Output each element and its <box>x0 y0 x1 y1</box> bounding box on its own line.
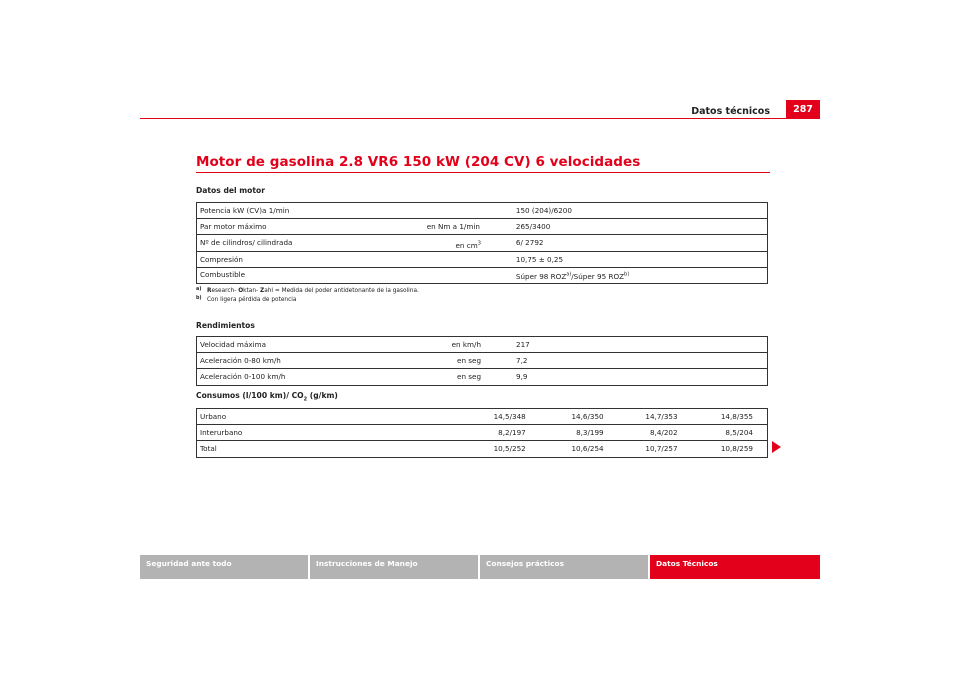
row-label: Aceleración 0-80 km/h <box>200 356 281 366</box>
row-label: Potencia kW (CV) <box>200 206 263 216</box>
cell-value: 8,5/204 <box>692 425 768 441</box>
footer-tab-consejos[interactable]: Consejos prácticos <box>480 555 648 579</box>
engine-heading: Datos del motor <box>196 186 265 195</box>
cell-value: 14,5/348 <box>468 409 540 425</box>
continue-arrow-icon <box>772 441 781 453</box>
table-row <box>197 425 768 441</box>
footnote-a <box>196 288 419 294</box>
cell-label <box>197 203 484 219</box>
row-label: Par motor máximo <box>200 222 267 232</box>
table-row <box>197 441 768 457</box>
page-title: Motor de gasolina 2.8 VR6 150 kW (204 CV) 6 velocidades <box>196 154 641 170</box>
page-number: 287 <box>786 100 820 119</box>
cell-value: 265/3400 <box>484 219 680 235</box>
cell-label: Total <box>197 441 468 457</box>
fn-text: ahl = Medida del poder antidetonante de la gasolina. <box>264 288 419 294</box>
footer-tab-datos-tecnicos[interactable]: Datos Técnicos <box>650 555 820 579</box>
cell-empty <box>680 219 768 235</box>
cell-value: 14,6/350 <box>540 409 618 425</box>
cell-label <box>197 353 485 369</box>
row-label: Aceleración 0-100 km/h <box>200 372 286 382</box>
cell-label <box>197 251 484 267</box>
cell-value: 6/ 2792 <box>484 235 680 251</box>
cell-label <box>197 235 484 251</box>
table-row <box>197 267 768 283</box>
heading-subscript: 2 <box>303 396 308 403</box>
title-rule <box>196 172 770 173</box>
cell-label <box>197 267 484 283</box>
footnote-mark: a) <box>196 287 202 292</box>
footer-tab-instrucciones[interactable]: Instrucciones de Manejo <box>310 555 478 579</box>
cell-value: 8,3/199 <box>540 425 618 441</box>
row-unit: en Nm a 1/min <box>426 222 480 232</box>
row-unit: en km/h <box>451 340 482 350</box>
table-row <box>197 235 768 251</box>
table-row <box>197 251 768 267</box>
engine-table <box>196 202 768 284</box>
fn-text: Con ligera pérdida de potencia <box>207 297 297 303</box>
cell-value: 10,75 ± 0,25 <box>484 251 680 267</box>
cell-value <box>484 267 680 283</box>
fn-letter: R <box>207 288 212 294</box>
footnote-b <box>196 297 296 303</box>
header-section-title: Datos técnicos <box>691 106 770 117</box>
cell-value: 7,2 <box>484 353 680 369</box>
performance-table <box>196 336 768 386</box>
footnote-ref-b: b) <box>624 271 630 278</box>
cell-empty <box>680 251 768 267</box>
cell-value: 10,6/254 <box>540 441 618 457</box>
cell-empty <box>680 337 768 353</box>
cell-label: Interurbano <box>197 425 468 441</box>
table-row <box>197 369 768 385</box>
fn-text: ktan- <box>243 288 260 294</box>
consumption-table <box>196 408 768 458</box>
cell-label <box>197 219 484 235</box>
fn-text: esearch- <box>211 288 239 294</box>
cell-empty <box>680 353 768 369</box>
cell-value: 10,5/252 <box>468 441 540 457</box>
fuel-95: /Súper 95 ROZ <box>571 271 625 281</box>
heading-text: Consumos (l/100 km)/ CO <box>196 391 304 400</box>
cell-empty <box>680 369 768 385</box>
cell-label <box>197 369 485 385</box>
cell-value: 217 <box>484 337 680 353</box>
row-unit: en seg <box>457 356 482 366</box>
cell-value: 10,8/259 <box>692 441 768 457</box>
cell-value: 150 (204)/6200 <box>484 203 680 219</box>
unit-text: en cm <box>455 241 478 251</box>
cell-label: Urbano <box>197 409 468 425</box>
table-row <box>197 219 768 235</box>
table-row <box>197 353 768 369</box>
cell-value: 9,9 <box>484 369 680 385</box>
footnote-ref-a: a) <box>566 271 572 278</box>
row-label: Compresión <box>200 254 243 264</box>
performance-heading: Rendimientos <box>196 321 255 330</box>
cell-label <box>197 337 485 353</box>
cell-empty <box>680 235 768 251</box>
row-label: Nº de cilindros/ cilindrada <box>200 238 293 248</box>
heading-text: (g/km) <box>307 391 338 400</box>
cell-value: 8,2/197 <box>468 425 540 441</box>
table-row <box>197 203 768 219</box>
row-unit: a 1/min <box>262 206 290 216</box>
fuel-98: Súper 98 ROZ <box>515 271 567 281</box>
unit-superscript: 3 <box>477 241 481 248</box>
header-rule <box>140 118 820 119</box>
cell-value: 14,7/353 <box>618 409 692 425</box>
table-row <box>197 409 768 425</box>
footer-tab-seguridad[interactable]: Seguridad ante todo <box>140 555 308 579</box>
cell-value: 14,8/355 <box>692 409 768 425</box>
row-unit <box>455 241 480 250</box>
fn-letter: O <box>238 288 244 294</box>
row-label: Velocidad máxima <box>200 340 266 350</box>
table-row <box>197 337 768 353</box>
footnote-mark: b) <box>196 296 202 301</box>
cell-empty <box>680 203 768 219</box>
cell-value: 10,7/257 <box>618 441 692 457</box>
fn-letter: Z <box>259 288 265 294</box>
cell-value: 8,4/202 <box>618 425 692 441</box>
consumption-heading <box>196 391 338 403</box>
cell-empty <box>680 267 768 283</box>
row-label: Combustible <box>200 269 246 279</box>
row-unit: en seg <box>457 372 482 382</box>
